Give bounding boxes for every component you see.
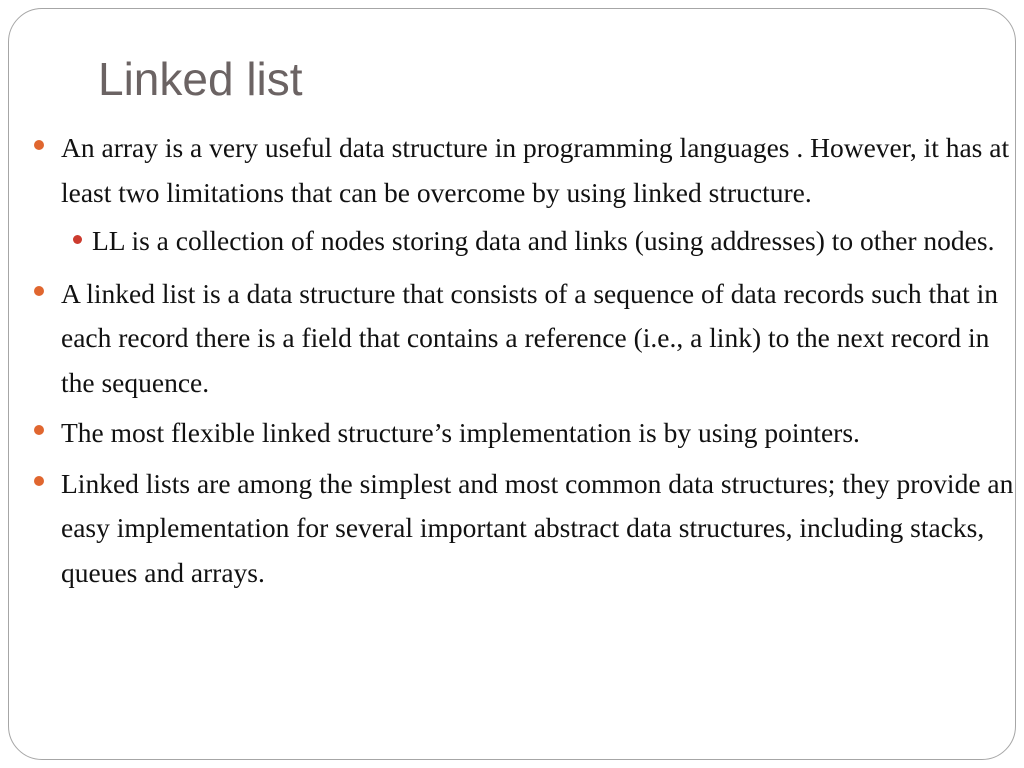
bullet-dot-icon	[34, 476, 44, 486]
bullet-text: LL is a collection of nodes storing data and links (using addresses) to other nodes.	[92, 225, 995, 256]
bullet-text: The most flexible linked structure’s implementation is by using pointers.	[61, 417, 860, 448]
bullet-item	[0, 411, 1024, 456]
bullet-dot-icon	[34, 140, 44, 150]
bullet-item	[0, 462, 1024, 596]
bullet-list	[0, 126, 1024, 601]
slide-title: Linked list	[98, 53, 303, 105]
bullet-dot-icon	[34, 286, 44, 296]
bullet-text: An array is a very useful data structure in programming languages . However, it has at least two limitations that can be overcome by using linked structure.	[61, 132, 1010, 208]
sub-bullet-item	[0, 219, 1024, 264]
bullet-dot-icon	[34, 425, 44, 435]
bullet-text: A linked list is a data structure that consists of a sequence of data records such that in each record there is a field that contains a reference (i.e., a link) to the next record in the sequence.	[61, 277, 999, 398]
bullet-item	[0, 272, 1024, 406]
bullet-dot-icon	[73, 235, 82, 244]
bullet-item	[0, 126, 1024, 215]
bullet-text: Linked lists are among the simplest and most common data structures; they provide an easy implementation for several important abstract data structures, including stacks, queues and arrays.	[61, 467, 1014, 588]
